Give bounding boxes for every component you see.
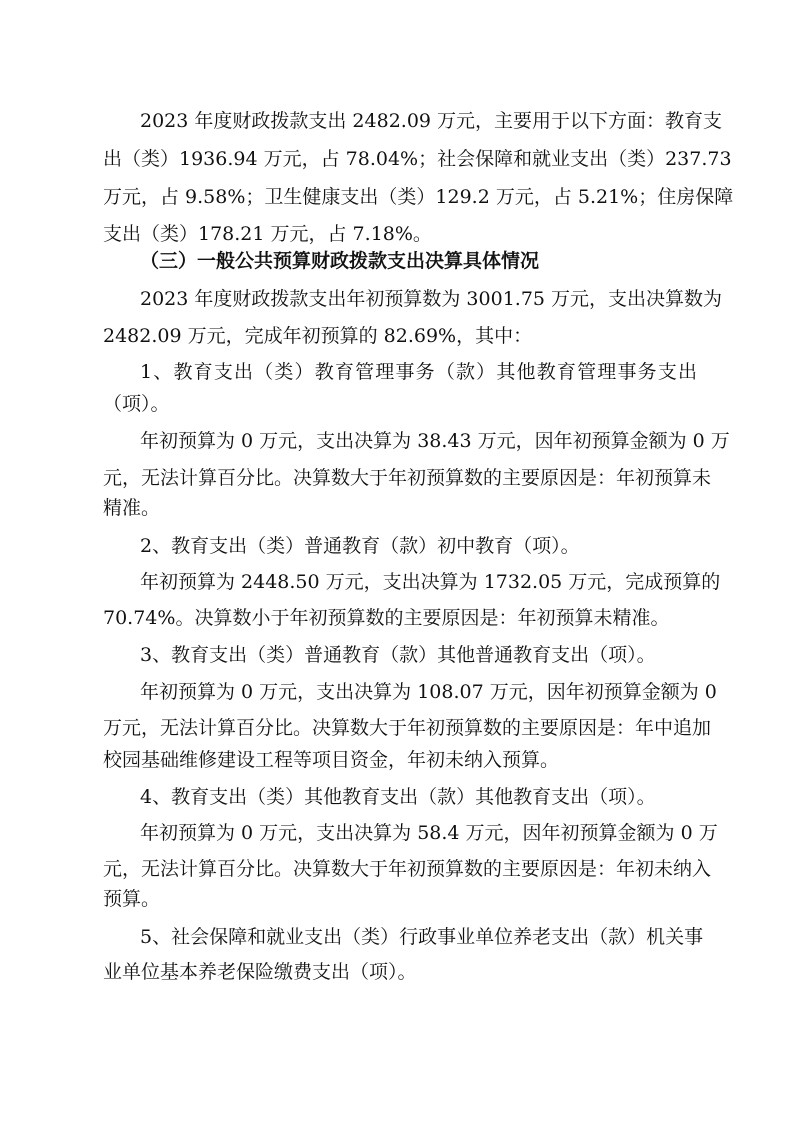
paragraph-line: 年初预算为 0 万元，支出决算为 58.4 万元，因年初预算金额为 0 万 [140,822,718,844]
item-heading: 业单位基本养老保险缴费支出（项）。 [103,961,417,983]
item-heading: （项）。 [103,393,170,415]
item-heading: 1、教育支出（类）教育管理事务（款）其他教育管理事务支出 [140,361,697,383]
paragraph-line: 2482.09 万元，完成年初预算的 82.69%，其中： [103,325,533,347]
paragraph-line: 70.74%。决算数小于年初预算数的主要原因是：年初预算未精准。 [103,607,670,629]
item-heading: 2、教育支出（类）普通教育（款）初中教育（项）。 [140,535,580,557]
paragraph-line: 出（类）1936.94 万元，占 78.04%；社会保障和就业支出（类）237.73 [103,148,732,170]
paragraph-line: 年初预算为 0 万元，支出决算为 38.43 万元，因年初预算金额为 0 万 [140,430,730,452]
paragraph-line: 元，无法计算百分比。决算数大于年初预算数的主要原因是：年初未纳入 [103,858,712,880]
paragraph-line: 年初预算为 0 万元，支出决算为 108.07 万元，因年初预算金额为 0 [140,681,717,703]
paragraph-line: 万元，无法计算百分比。决算数大于年初预算数的主要原因是：年中追加 [103,717,712,739]
paragraph-line: 支出（类）178.21 万元，占 7.18%。 [103,223,432,245]
paragraph-line: 万元，占 9.58%；卫生健康支出（类）129.2 万元，占 5.21%；住房保障 [103,186,734,208]
paragraph-line: 预算。 [103,888,161,910]
paragraph-line: 校园基础维修建设工程等项目资金，年初未纳入预算。 [103,749,560,771]
paragraph-line: 2023 年度财政拨款支出 2482.09 万元，主要用于以下方面：教育支 [140,110,723,132]
paragraph-line: 2023 年度财政拨款支出年初预算数为 3001.75 万元，支出决算数为 [140,288,723,310]
paragraph-line: 元，无法计算百分比。决算数大于年初预算数的主要原因是：年初预算未 [103,467,712,489]
section-heading: （三）一般公共预算财政拨款支出决算具体情况 [140,250,540,272]
item-heading: 5、社会保障和就业支出（类）行政事业单位养老支出（款）机关事 [140,926,704,948]
paragraph-line: 精准。 [103,497,161,519]
item-heading: 3、教育支出（类）普通教育（款）其他普通教育支出（项）。 [140,644,656,666]
item-heading: 4、教育支出（类）其他教育支出（款）其他教育支出（项）。 [140,786,656,808]
paragraph-line: 年初预算为 2448.50 万元，支出决算为 1732.05 万元，完成预算的 [140,571,721,593]
